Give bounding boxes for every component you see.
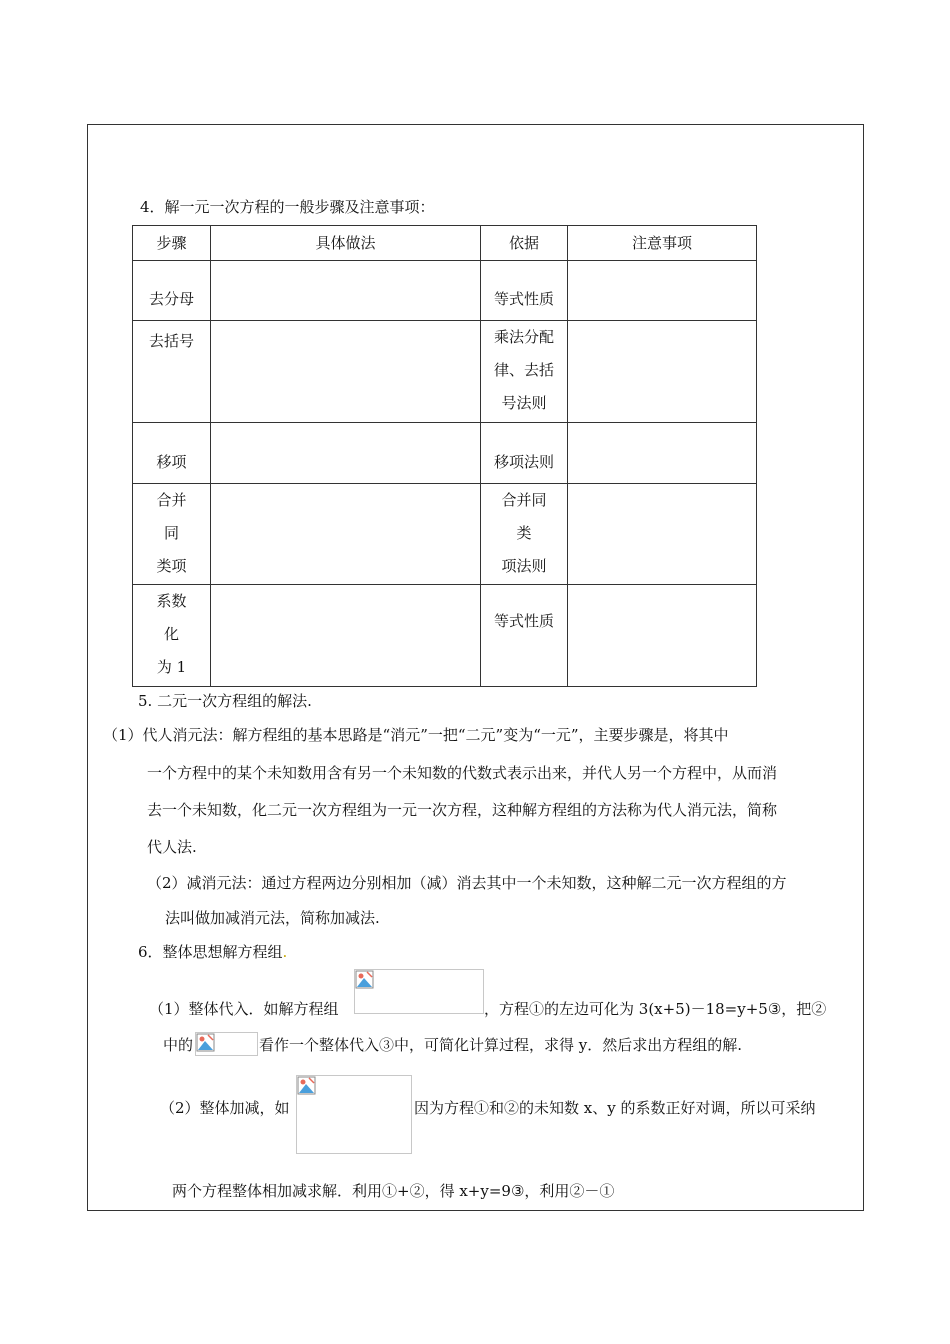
table-header-row xyxy=(133,226,757,261)
section6-p1-d: 看作一个整体代入③中，可简化计算过程，求得 y．然后求出方程组的解. xyxy=(259,1036,743,1054)
section6-p1-c: 中的 xyxy=(163,1036,194,1054)
section5-p2-line1: （2）减消元法：通过方程两边分别相加（减）消去其中一个未知数，这种解二元一次方程组的方 xyxy=(147,874,787,892)
broken-image-icon xyxy=(297,1076,317,1096)
header-cell: 步骤 xyxy=(133,226,211,261)
section4-heading: 4．解一元一次方程的一般步骤及注意事项： xyxy=(140,198,435,216)
basis-cell: 乘法分配 律、去括 号法则 xyxy=(481,321,568,423)
section6-p1-b: ，方程①的左边可化为 3(x+5)－18=y+5③，把② xyxy=(484,1000,827,1018)
basis-cell: 等式性质 xyxy=(481,585,568,687)
equation-image-1 xyxy=(354,969,484,1014)
step-cell: 合并 同 类项 xyxy=(133,484,211,585)
section5-p1-line4: 代人法. xyxy=(147,838,197,856)
section6-p2-a: （2）整体加减，如 xyxy=(160,1099,290,1117)
section6-heading: 6．整体思想解方程组. xyxy=(138,943,288,961)
method-cell xyxy=(211,321,481,423)
notes-cell xyxy=(568,261,757,321)
section6-p2-c: 两个方程整体相加减求解．利用①+②，得 x+y=9③，利用②－① xyxy=(172,1182,615,1200)
notes-cell xyxy=(568,423,757,484)
section5-p1-line3: 去一个未知数，化二元一次方程组为一元一次方程，这种解方程组的方法称为代人消元法，简称 xyxy=(147,801,778,819)
section5-p1-line2: 一个方程中的某个未知数用含有另一个未知数的代数式表示出来，并代人另一个方程中，从而消 xyxy=(147,764,778,782)
basis-cell: 合并同 类 项法则 xyxy=(481,484,568,585)
section6-p1-a: （1）整体代入．如解方程组 xyxy=(149,1000,339,1018)
step-cell: 去分母 xyxy=(133,261,211,321)
header-cell: 注意事项 xyxy=(568,226,757,261)
broken-image-icon xyxy=(196,1033,216,1053)
section5-heading: 5. 二元一次方程组的解法. xyxy=(138,692,312,710)
header-cell: 具体做法 xyxy=(211,226,481,261)
notes-cell xyxy=(568,484,757,585)
equation-image-2 xyxy=(195,1032,258,1056)
header-cell: 依据 xyxy=(481,226,568,261)
table-row xyxy=(133,261,757,321)
table-row xyxy=(133,585,757,687)
method-cell xyxy=(211,484,481,585)
basis-cell: 移项法则 xyxy=(481,423,568,484)
step-cell: 移项 xyxy=(133,423,211,484)
section5-p1-line1: （1）代人消元法：解方程组的基本思路是“消元”一把“二元”变为“一元”，主要步骤是，将其中 xyxy=(103,726,729,744)
notes-cell xyxy=(568,321,757,423)
method-cell xyxy=(211,423,481,484)
section5-p2-line2: 法叫做加减消元法，简称加减法. xyxy=(165,909,380,927)
notes-cell xyxy=(568,585,757,687)
step-cell: 去括号 xyxy=(133,321,211,423)
basis-cell: 等式性质 xyxy=(481,261,568,321)
table-row xyxy=(133,423,757,484)
step-cell: 系数 化 为 1 xyxy=(133,585,211,687)
method-cell xyxy=(211,261,481,321)
steps-table xyxy=(132,225,757,687)
table-row xyxy=(133,484,757,585)
method-cell xyxy=(211,585,481,687)
equation-image-3 xyxy=(296,1075,412,1154)
section6-p2-b: 因为方程①和②的未知数 x、y 的系数正好对调，所以可采纳 xyxy=(414,1099,816,1117)
table-row xyxy=(133,321,757,423)
broken-image-icon xyxy=(355,970,375,990)
